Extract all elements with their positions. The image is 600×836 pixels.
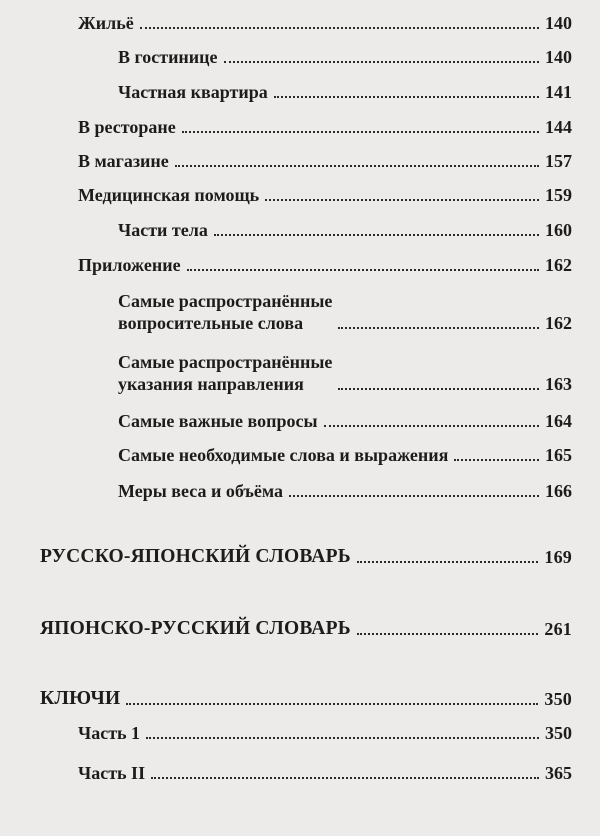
toc-entry-body-parts bbox=[118, 219, 572, 241]
toc-entry-title: Самые важные вопросы bbox=[118, 411, 318, 431]
toc-entry-title: Меры веса и объёма bbox=[118, 481, 283, 501]
dot-leader bbox=[357, 633, 539, 635]
dot-leader bbox=[289, 495, 539, 497]
toc-page-number: 365 bbox=[545, 763, 572, 783]
toc-entry-title: Части тела bbox=[118, 220, 208, 240]
toc-page-number: 162 bbox=[545, 255, 572, 275]
toc-page-number: 166 bbox=[545, 481, 572, 501]
toc-entry-question-words bbox=[118, 290, 572, 334]
toc-entry-title: Частная квартира bbox=[118, 82, 268, 102]
dot-leader bbox=[338, 388, 539, 390]
toc-page-number: 350 bbox=[545, 723, 572, 743]
toc-entry-title: КЛЮЧИ bbox=[40, 688, 121, 709]
toc-entry-appendix bbox=[78, 254, 572, 276]
dot-leader bbox=[146, 737, 539, 739]
dot-leader bbox=[274, 96, 539, 98]
toc-entry-title: РУССКО-ЯПОНСКИЙ СЛОВАРЬ bbox=[40, 546, 351, 567]
toc-entry-title: Приложение bbox=[78, 255, 181, 275]
toc-entry-necessary-words bbox=[118, 444, 572, 466]
toc-entry-hotel bbox=[118, 46, 572, 68]
toc-entry-keys bbox=[40, 688, 572, 710]
toc-page-number: 144 bbox=[545, 117, 572, 137]
toc-page-number: 169 bbox=[544, 547, 572, 567]
toc-entry-medical bbox=[78, 184, 572, 206]
toc-page-number: 160 bbox=[545, 220, 572, 240]
dot-leader bbox=[187, 269, 539, 271]
toc-entry-important-questions bbox=[118, 410, 572, 432]
toc-entry-title-line1: Самые распространённые bbox=[118, 291, 333, 311]
toc-entry-housing bbox=[78, 12, 572, 34]
toc-page-number: 165 bbox=[545, 445, 572, 465]
toc-page-number: 159 bbox=[545, 185, 572, 205]
toc-entry-title: Жильё bbox=[78, 13, 134, 33]
toc-entry-part-2 bbox=[78, 762, 572, 784]
dot-leader bbox=[182, 131, 539, 133]
toc-entry-jp-ru-dictionary bbox=[40, 618, 572, 640]
dot-leader bbox=[224, 61, 539, 63]
toc-page-number: 164 bbox=[545, 411, 572, 431]
toc-entry-shop bbox=[78, 150, 572, 172]
dot-leader bbox=[265, 199, 539, 201]
toc-page-number: 162 bbox=[545, 313, 572, 333]
dot-leader bbox=[324, 425, 539, 427]
toc-page-number: 261 bbox=[544, 619, 572, 639]
toc-entry-title: В ресторане bbox=[78, 117, 176, 137]
toc-entry-restaurant bbox=[78, 116, 572, 138]
toc-entry-weights bbox=[118, 480, 572, 502]
toc-entry-title: Самые необходимые слова и выражения bbox=[118, 445, 449, 465]
dot-leader bbox=[175, 165, 539, 167]
toc-entry-title: Часть II bbox=[78, 763, 146, 783]
toc-entry-title: ЯПОНСКО-РУССКИЙ СЛОВАРЬ bbox=[40, 618, 351, 639]
toc-entry-title: В магазине bbox=[78, 151, 169, 171]
dot-leader bbox=[338, 327, 539, 329]
toc-page-number: 157 bbox=[545, 151, 572, 171]
dot-leader bbox=[357, 561, 539, 563]
toc-page-number: 350 bbox=[544, 689, 572, 709]
toc-entry-directions bbox=[118, 351, 572, 395]
toc-page-number: 140 bbox=[545, 13, 572, 33]
toc-page-number: 140 bbox=[545, 47, 572, 67]
toc-entry-title-line2: указания направления bbox=[118, 374, 304, 394]
toc-entry-title: В гостинице bbox=[118, 47, 218, 67]
toc-entry-part-1 bbox=[78, 722, 572, 744]
toc-page-number: 163 bbox=[545, 374, 572, 394]
dot-leader bbox=[214, 234, 539, 236]
toc-entry-apartment bbox=[118, 81, 572, 103]
dot-leader bbox=[151, 777, 539, 779]
toc-page-number: 141 bbox=[545, 82, 572, 102]
toc-entry-title: Часть 1 bbox=[78, 723, 141, 743]
toc-entry-ru-jp-dictionary bbox=[40, 546, 572, 568]
dot-leader bbox=[140, 27, 539, 29]
toc-entry-title-line2: вопросительные слова bbox=[118, 313, 304, 333]
dot-leader bbox=[126, 703, 538, 705]
toc-entry-title: Медицинская помощь bbox=[78, 185, 260, 205]
dot-leader bbox=[454, 459, 539, 461]
toc-entry-title-line1: Самые распространённые bbox=[118, 352, 333, 372]
